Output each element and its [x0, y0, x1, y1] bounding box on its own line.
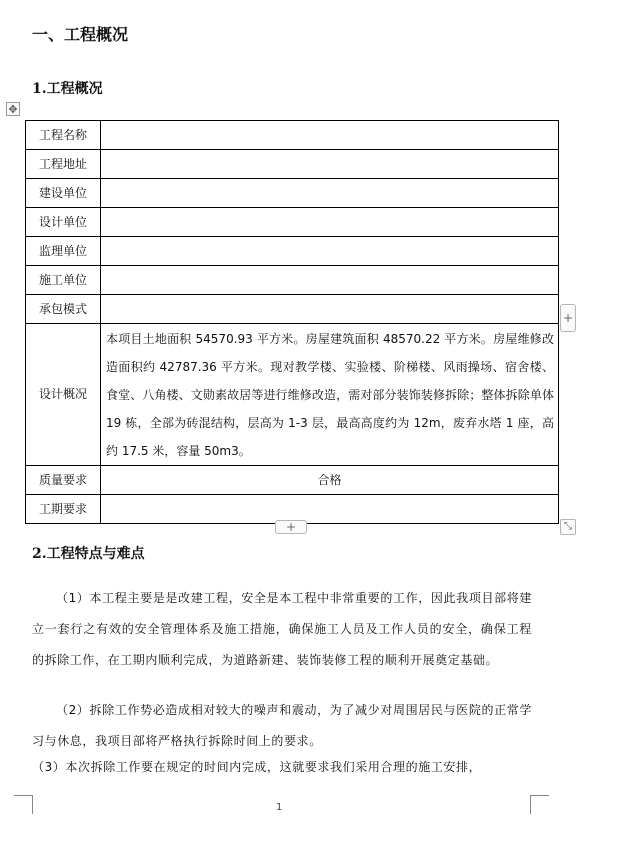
table-row: [26, 295, 559, 324]
table-row-quality: [26, 466, 559, 495]
row-label: 施工单位: [26, 266, 101, 295]
row-value-cell[interactable]: [101, 179, 559, 208]
add-column-plus-icon[interactable]: +: [275, 520, 307, 534]
paragraph-1: （1）本工程主要是是改建工程，安全是本工程中非常重要的工作，因此我项目部将建立一套行之有效的安全管理体系及施工措施，确保施工人员及工作人员的安全，确保工程的拆除工作，在工期内顺利完成，为道路新建、装饰装修工程的顺利开展奠定基础。: [32, 591, 532, 667]
page-number: 1: [276, 802, 283, 813]
quality-value-cell[interactable]: 合格: [101, 466, 559, 495]
table-move-handle-icon[interactable]: ✥: [6, 102, 20, 116]
page-corner-mark-right: [530, 795, 549, 814]
period-value-cell[interactable]: [101, 495, 559, 524]
section-1-title: 1.工程概况: [32, 81, 103, 97]
heading-1: 一、工程概况: [32, 25, 129, 44]
row-label: 设计单位: [26, 208, 101, 237]
design-description-cell[interactable]: 本项目土地面积 54570.93 平方米。房屋建筑面积 48570.22 平方米。房屋维修改造面积约 42787.36 平方米。现对教学楼、实验楼、阶梯楼、风雨操场、宿舍楼、食堂、八角楼、文勋素故居等进行维修改造，需对部分装饰装修拆除；整体拆除单体 19 栋，全部为砖混结构，层高为 1-3 层，最高高度约为 12m，废弃水塔 1 座，高约 17.5 米，容量 50m3。: [101, 324, 559, 466]
design-label: 设计概况: [26, 324, 101, 466]
row-value-cell[interactable]: [101, 208, 559, 237]
table-row: [26, 208, 559, 237]
row-label: 工程名称: [26, 121, 101, 150]
row-value-cell[interactable]: [101, 295, 559, 324]
row-value-cell[interactable]: [101, 237, 559, 266]
section-2-title: 2.工程特点与难点: [32, 546, 145, 562]
add-row-plus-icon[interactable]: +: [560, 304, 576, 332]
paragraph-3: （3）本次拆除工作要在规定的时间内完成，这就要求我们采用合理的施工安排，: [32, 760, 482, 774]
table-row: [26, 121, 559, 150]
row-label: 工程地址: [26, 150, 101, 179]
quality-label: 质量要求: [26, 466, 101, 495]
table-resize-icon[interactable]: ⤡: [560, 519, 576, 535]
table-row: [26, 266, 559, 295]
project-info-table: [25, 120, 559, 524]
row-value-cell[interactable]: [101, 266, 559, 295]
row-value-cell[interactable]: [101, 150, 559, 179]
table-row: [26, 237, 559, 266]
period-label: 工期要求: [26, 495, 101, 524]
row-value-cell[interactable]: [101, 121, 559, 150]
table-row: [26, 150, 559, 179]
row-label: 建设单位: [26, 179, 101, 208]
page-corner-mark-left: [14, 795, 33, 814]
paragraph-2: （2）拆除工作势必造成相对较大的噪声和震动，为了减少对周围居民与医院的正常学习与休息，我项目部将严格执行拆除时间上的要求。: [32, 703, 532, 748]
table-row-design: [26, 324, 559, 466]
table-row: [26, 179, 559, 208]
row-label: 承包模式: [26, 295, 101, 324]
row-label: 监理单位: [26, 237, 101, 266]
